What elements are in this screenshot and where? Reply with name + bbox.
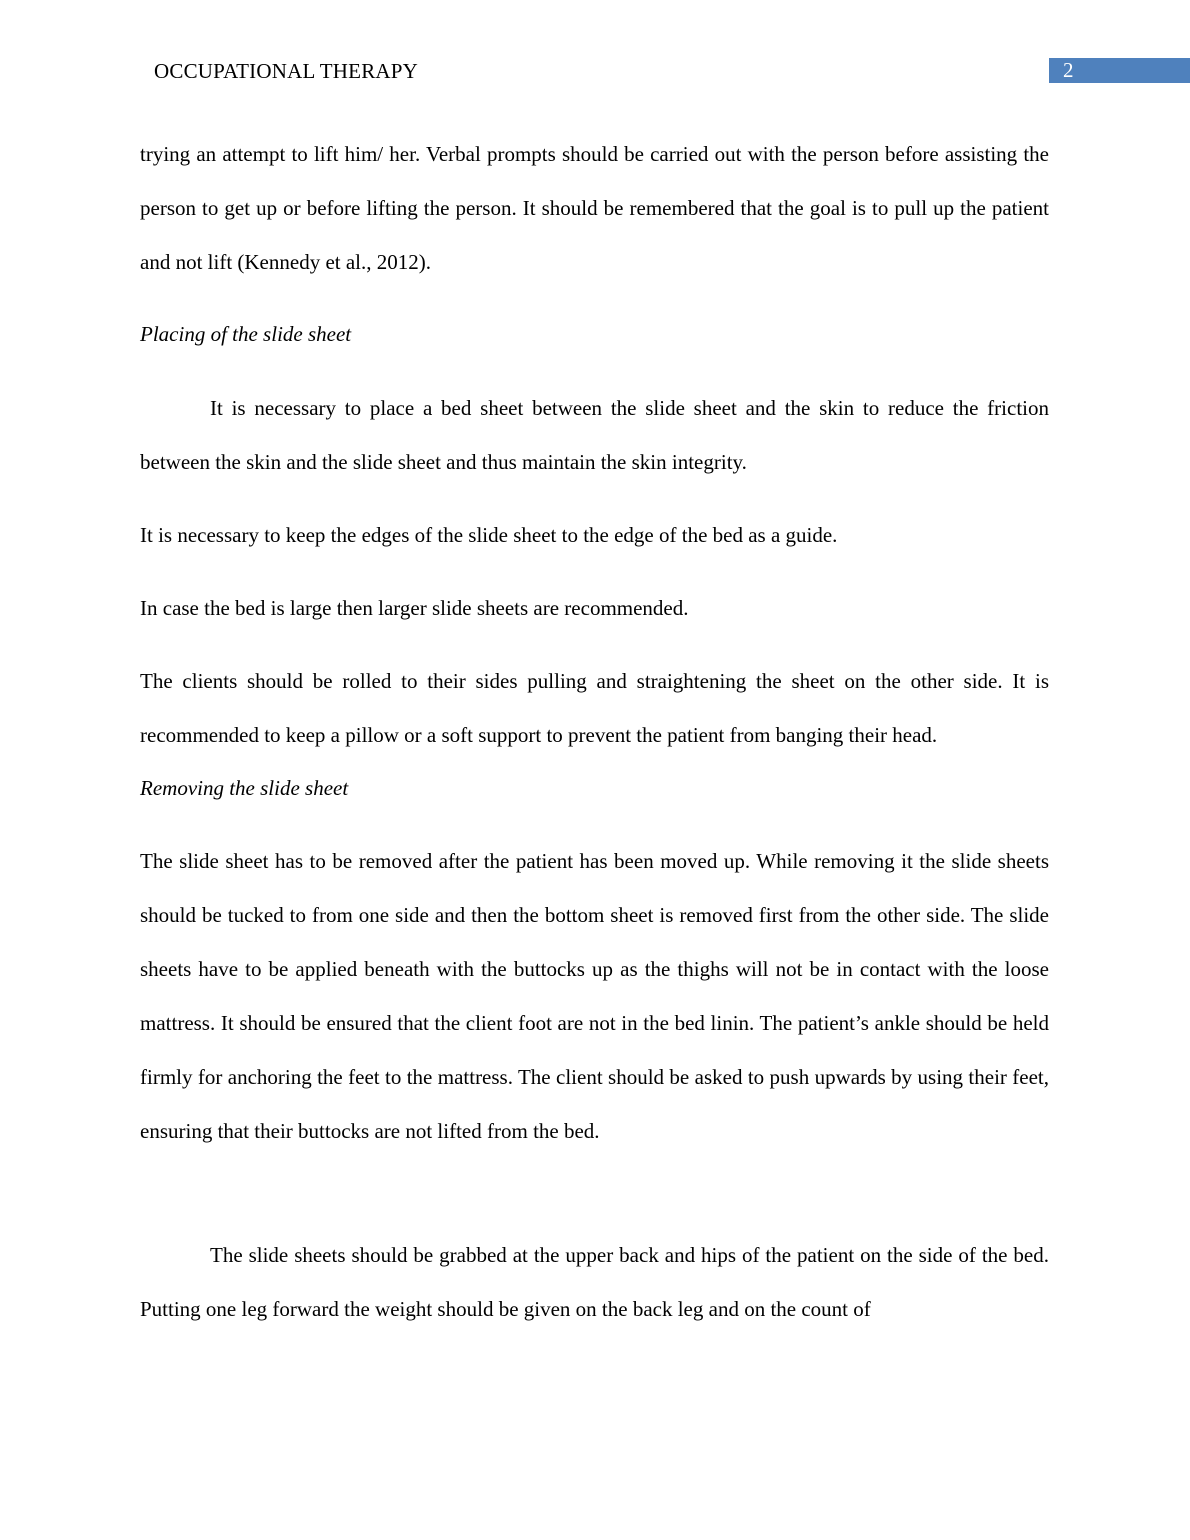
- paragraph-remove-sheet: The slide sheet has to be removed after the patient has been moved up. While removing it the slide sheets should be tucked to from one side and then the bottom sheet is removed first from the other side. The slide sheets have to be applied beneath with the buttocks up as the thighs will not be in contact with the loose mattress. It should be ensured that the client foot are not in the bed linin. The patient’s ankle should be held firmly for anchoring the feet to the mattress. The client should be asked to push upwards by using their feet, ensuring that their buttocks are not lifted from the bed.: [140, 849, 1049, 1143]
- paragraph-bed-sheet: It is necessary to place a bed sheet between the slide sheet and the skin to reduce the friction between the skin and the slide sheet and thus maintain the skin integrity.: [140, 396, 1049, 474]
- page-number-bar: [1049, 58, 1190, 83]
- paragraph-edges: It is necessary to keep the edges of the slide sheet to the edge of the bed as a guide.: [140, 523, 838, 547]
- paragraph-continuation: trying an attempt to lift him/ her. Verbal prompts should be carried out with the person before assisting the person to get up or before lifting the person. It should be remembered that the goal is to pull up the patient and not lift (Kennedy et al., 2012).: [140, 142, 1049, 274]
- section-heading-placing: Placing of the slide sheet: [140, 322, 352, 346]
- running-head: OCCUPATIONAL THERAPY: [154, 59, 419, 83]
- section-heading-removing: Removing the slide sheet: [140, 776, 349, 800]
- page-number: 2: [1063, 58, 1074, 82]
- paragraph-roll-clients: The clients should be rolled to their sides pulling and straightening the sheet on the other side. It is recommended to keep a pillow or a soft support to prevent the patient from banging their head.: [140, 669, 1049, 747]
- paragraph-grab-sheets: The slide sheets should be grabbed at the upper back and hips of the patient on the side of the bed. Putting one leg forward the weight should be given on the back leg and on the count of: [140, 1243, 1049, 1321]
- paragraph-large-bed: In case the bed is large then larger slide sheets are recommended.: [140, 596, 689, 620]
